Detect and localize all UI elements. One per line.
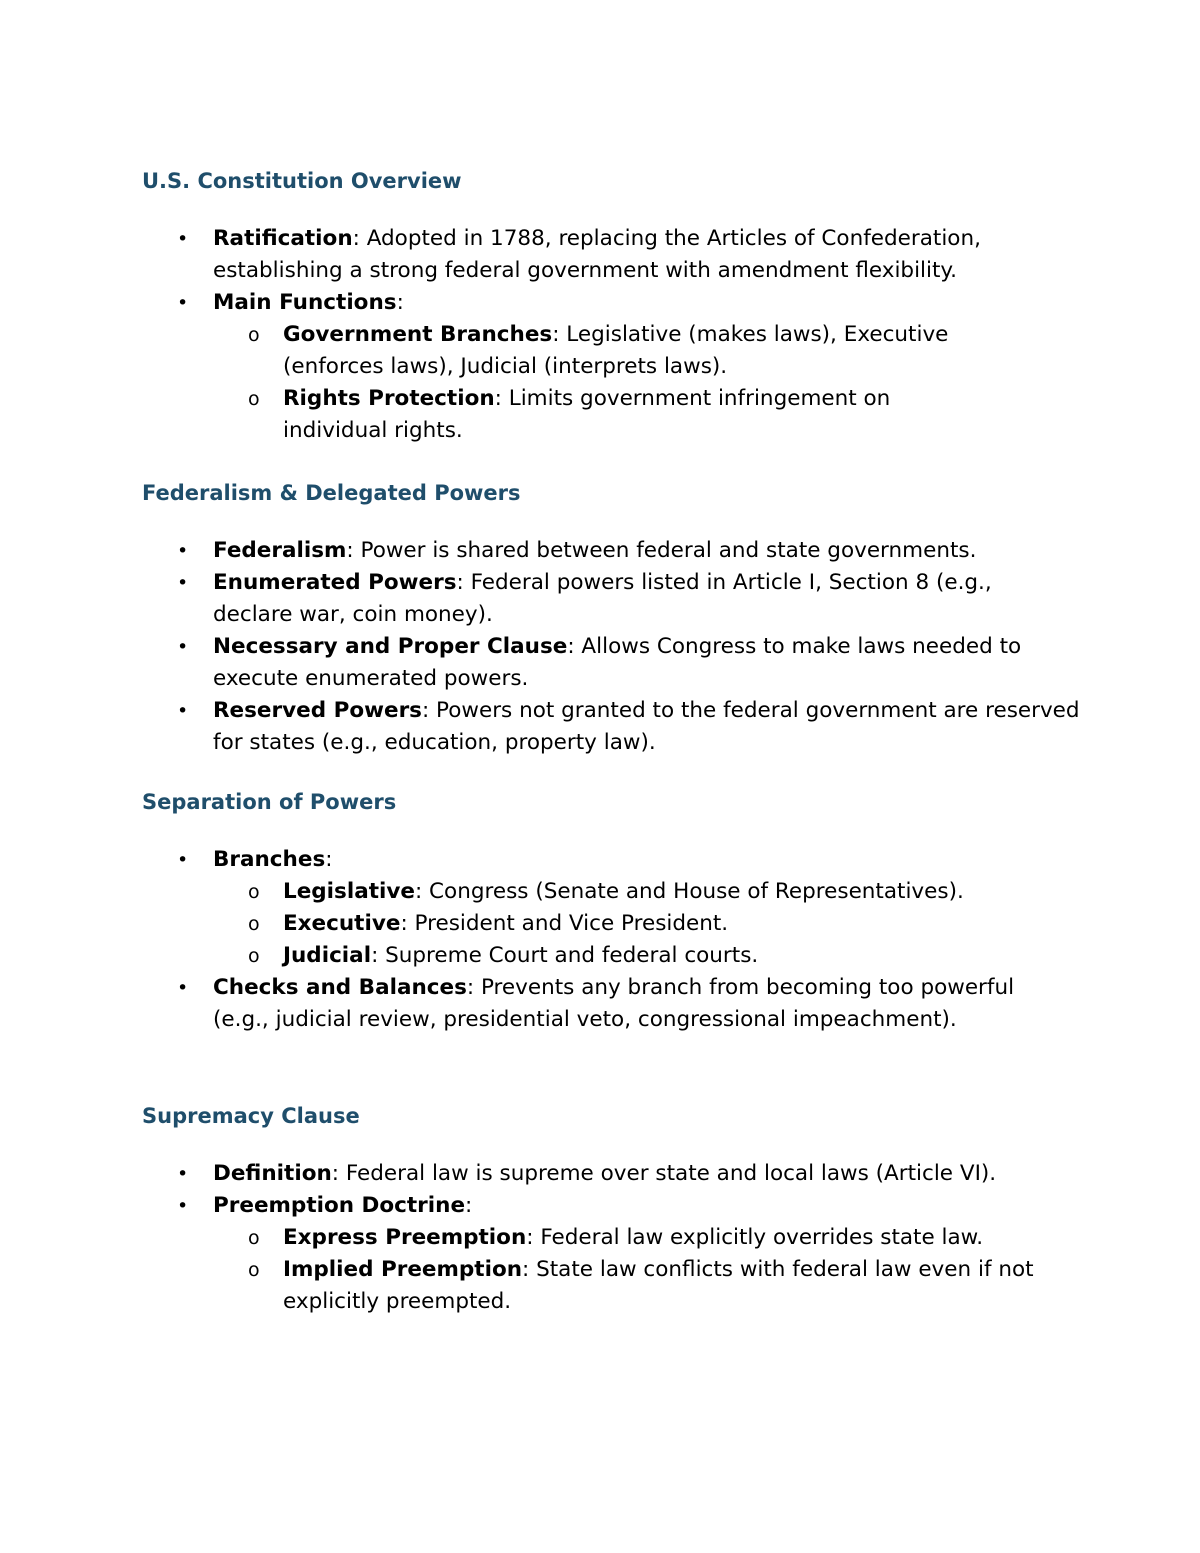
item-text: : President and Vice President. <box>400 911 729 936</box>
bullet-icon: • <box>177 636 189 658</box>
item-term: Express Preemption <box>283 1225 527 1250</box>
item-term: Definition <box>213 1161 332 1186</box>
item-term: Necessary and Proper Clause <box>213 634 568 659</box>
item-text: : Limits government infringement on individual rights. <box>283 386 891 443</box>
circle-bullet-icon: o <box>248 945 260 967</box>
item-text: : Federal law is supreme over state and local laws (Article VI). <box>331 1161 997 1186</box>
item-text: : Powers not granted to the federal government are reserved for states (e.g., education, property law). <box>213 698 1080 755</box>
section-heading: Separation of Powers <box>142 790 397 814</box>
circle-bullet-icon: o <box>248 1259 260 1281</box>
circle-bullet-icon: o <box>248 913 260 935</box>
bullet-icon: • <box>177 1195 189 1217</box>
item-text: : Adopted in 1788, replacing the Articles of Confederation, establishing a strong federal government with amendment flexibility. <box>213 226 981 283</box>
section-heading: Supremacy Clause <box>142 1104 360 1128</box>
item-text: : <box>396 290 404 315</box>
sub-list-item <box>142 383 963 447</box>
item-term: Judicial <box>283 943 372 968</box>
section-heading: Federalism & Delegated Powers <box>142 481 521 505</box>
sub-list-item <box>142 1254 1073 1318</box>
list-item <box>142 695 1093 759</box>
item-term: Branches <box>213 847 326 872</box>
circle-bullet-icon: o <box>248 388 260 410</box>
circle-bullet-icon: o <box>248 881 260 903</box>
bullet-icon: • <box>177 540 189 562</box>
item-term: Main Functions <box>213 290 397 315</box>
list-item <box>142 972 1043 1036</box>
item-text: : Allows Congress to make laws needed to execute enumerated powers. <box>213 634 1022 691</box>
section-heading: U.S. Constitution Overview <box>142 169 462 193</box>
bullet-icon: • <box>177 700 189 722</box>
list-item <box>142 287 1072 319</box>
item-text: : Power is shared between federal and state governments. <box>346 538 977 563</box>
item-text: : Federal powers listed in Article I, Section 8 (e.g., declare war, coin money). <box>213 570 992 627</box>
item-text: : Congress (Senate and House of Representatives). <box>414 879 964 904</box>
item-term: Legislative <box>283 879 415 904</box>
item-term: Federalism <box>213 538 347 563</box>
item-term: Preemption Doctrine <box>213 1193 466 1218</box>
section-constitution-overview <box>142 168 1072 447</box>
section-supremacy-clause <box>142 1103 1072 1318</box>
item-term: Checks and Balances <box>213 975 467 1000</box>
item-text: : Prevents any branch from becoming too powerful (e.g., judicial review, presidential veto, congressional impeachment). <box>213 975 1015 1032</box>
list-item <box>142 844 1072 876</box>
item-term: Rights Protection <box>283 386 495 411</box>
circle-bullet-icon: o <box>248 324 260 346</box>
list-item <box>142 567 1073 631</box>
item-term: Government Branches <box>283 322 553 347</box>
section-separation-of-powers <box>142 789 1072 1036</box>
sub-list-item <box>142 1222 1073 1254</box>
bullet-icon: • <box>177 572 189 594</box>
circle-bullet-icon: o <box>248 1227 260 1249</box>
item-term: Reserved Powers <box>213 698 422 723</box>
sub-list-item <box>142 319 1023 383</box>
item-term: Implied Preemption <box>283 1257 523 1282</box>
sub-list-item <box>142 940 1063 972</box>
bullet-icon: • <box>177 292 189 314</box>
item-text: : Federal law explicitly overrides state law. <box>526 1225 984 1250</box>
sub-list-item <box>142 908 1063 940</box>
item-text: : State law conflicts with federal law even if not explicitly preempted. <box>283 1257 1034 1314</box>
bullet-icon: • <box>177 1163 189 1185</box>
bullet-icon: • <box>177 849 189 871</box>
bullet-icon: • <box>177 228 189 250</box>
sub-list-item <box>142 876 1063 908</box>
item-text: : Supreme Court and federal courts. <box>371 943 759 968</box>
list-item <box>142 1158 1043 1190</box>
list-item <box>142 535 1093 567</box>
item-term: Enumerated Powers <box>213 570 457 595</box>
item-text: : <box>325 847 333 872</box>
item-text: : Legislative (makes laws), Executive (enforces laws), Judicial (interprets laws). <box>283 322 949 379</box>
list-item <box>142 631 1053 695</box>
section-federalism <box>142 480 1080 759</box>
item-term: Ratification <box>213 226 353 251</box>
list-item <box>142 223 1073 287</box>
list-item <box>142 1190 1072 1222</box>
item-text: : <box>465 1193 473 1218</box>
item-term: Executive <box>283 911 401 936</box>
bullet-icon: • <box>177 977 189 999</box>
